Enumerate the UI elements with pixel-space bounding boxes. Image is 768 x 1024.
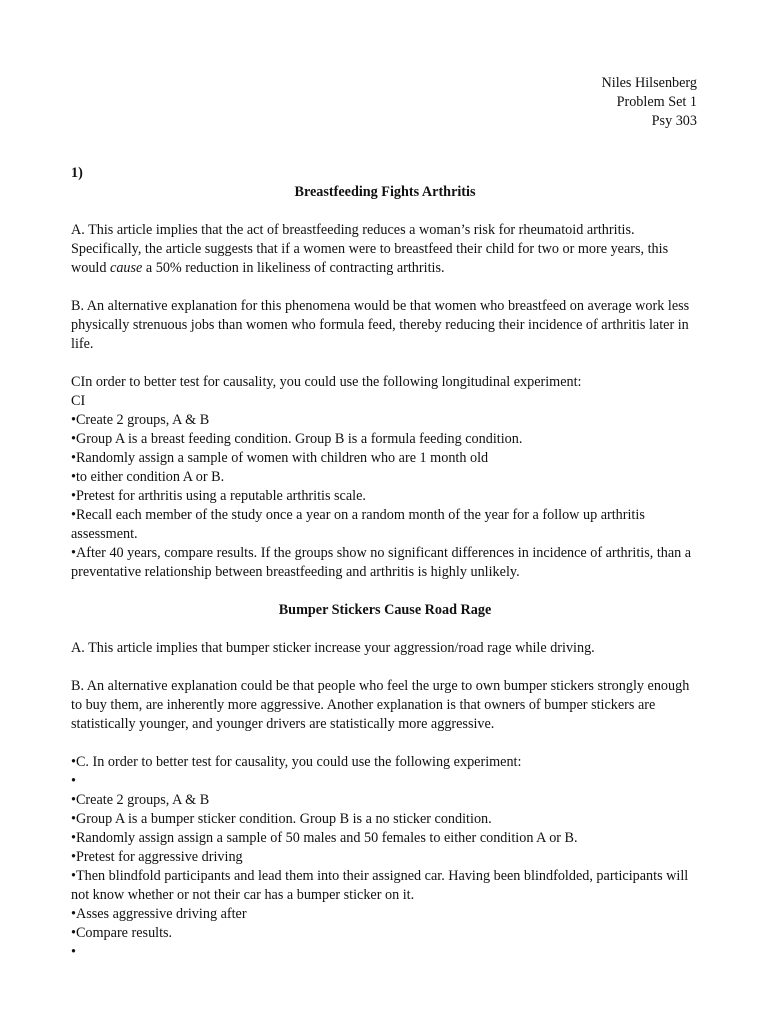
list-item: •Group A is a bumper sticker condition. Group B is a no sticker condition. xyxy=(71,811,492,827)
list-item: •to either condition A or B. xyxy=(71,469,225,485)
section2-paragraph-a: A. This article implies that bumper sticker increase your aggression/road rage while driving. xyxy=(71,640,595,656)
list-item: •Create 2 groups, A & B xyxy=(71,792,210,808)
list-item: •Recall each member of the study once a year on a random month of the year for a follow up arthritis assessment. xyxy=(71,507,645,542)
section2-paragraph-c-intro: •C. In order to better test for causality, you could use the following experiment: xyxy=(71,754,522,770)
section1-title: Breastfeeding Fights Arthritis xyxy=(294,184,476,200)
section1-stray-text: CI xyxy=(71,393,86,409)
list-item: •Pretest for aggressive driving xyxy=(71,849,243,865)
section1-paragraph-a: A. This article implies that the act of breastfeeding reduces a woman’s risk for rheumatoid arthritis. Specifically, the article suggests that if a women were to breastfeed their child for two or more years, this would cause a 50% reduction in likeliness of contracting arthritis. xyxy=(71,222,669,276)
assignment-title: Problem Set 1 xyxy=(616,94,697,110)
list-item: •Group A is a breast feeding condition. Group B is a formula feeding condition. xyxy=(71,431,523,447)
list-item: •Asses aggressive driving after xyxy=(71,906,247,922)
list-item: •Compare results. xyxy=(71,925,173,941)
section1-paragraph-c-intro: CIn order to better test for causality, you could use the following longitudinal experiment: xyxy=(71,374,582,390)
document-body xyxy=(71,164,699,962)
list-item-empty: • xyxy=(71,944,76,960)
list-item: •Randomly assign assign a sample of 50 males and 50 females to either condition A or B. xyxy=(71,830,578,846)
section2-paragraph-b: B. An alternative explanation could be that people who feel the urge to own bumper stickers strongly enough to buy them, are inherently more aggressive. Another explanation is that owners of bumper stickers are statistically younger, and younger drivers are statistically more aggressive. xyxy=(71,678,690,732)
list-item: •Pretest for arthritis using a reputable arthritis scale. xyxy=(71,488,366,504)
question-number: 1) xyxy=(71,165,83,181)
list-item: •Then blindfold participants and lead them into their assigned car. Having been blindfolded, participants will not know whether or not their car has a bumper sticker on it. xyxy=(71,868,689,903)
list-item-empty: • xyxy=(71,773,76,789)
section1-paragraph-b: B. An alternative explanation for this phenomena would be that women who breastfeed on average work less physically strenuous jobs than women who formula feed, thereby reducing their incidence of arthritis later in life. xyxy=(71,298,690,352)
list-item: •Randomly assign a sample of women with children who are 1 month old xyxy=(71,450,489,466)
list-item: •After 40 years, compare results. If the groups show no significant differences in incidence of arthritis, than a preventative relationship between breastfeeding and arthritis is highly unlikely. xyxy=(71,545,692,580)
course-code: Psy 303 xyxy=(651,113,697,129)
author-name: Niles Hilsenberg xyxy=(601,75,697,91)
list-item: •Create 2 groups, A & B xyxy=(71,412,210,428)
document-header xyxy=(602,74,698,131)
section2-title: Bumper Stickers Cause Road Rage xyxy=(278,602,492,618)
